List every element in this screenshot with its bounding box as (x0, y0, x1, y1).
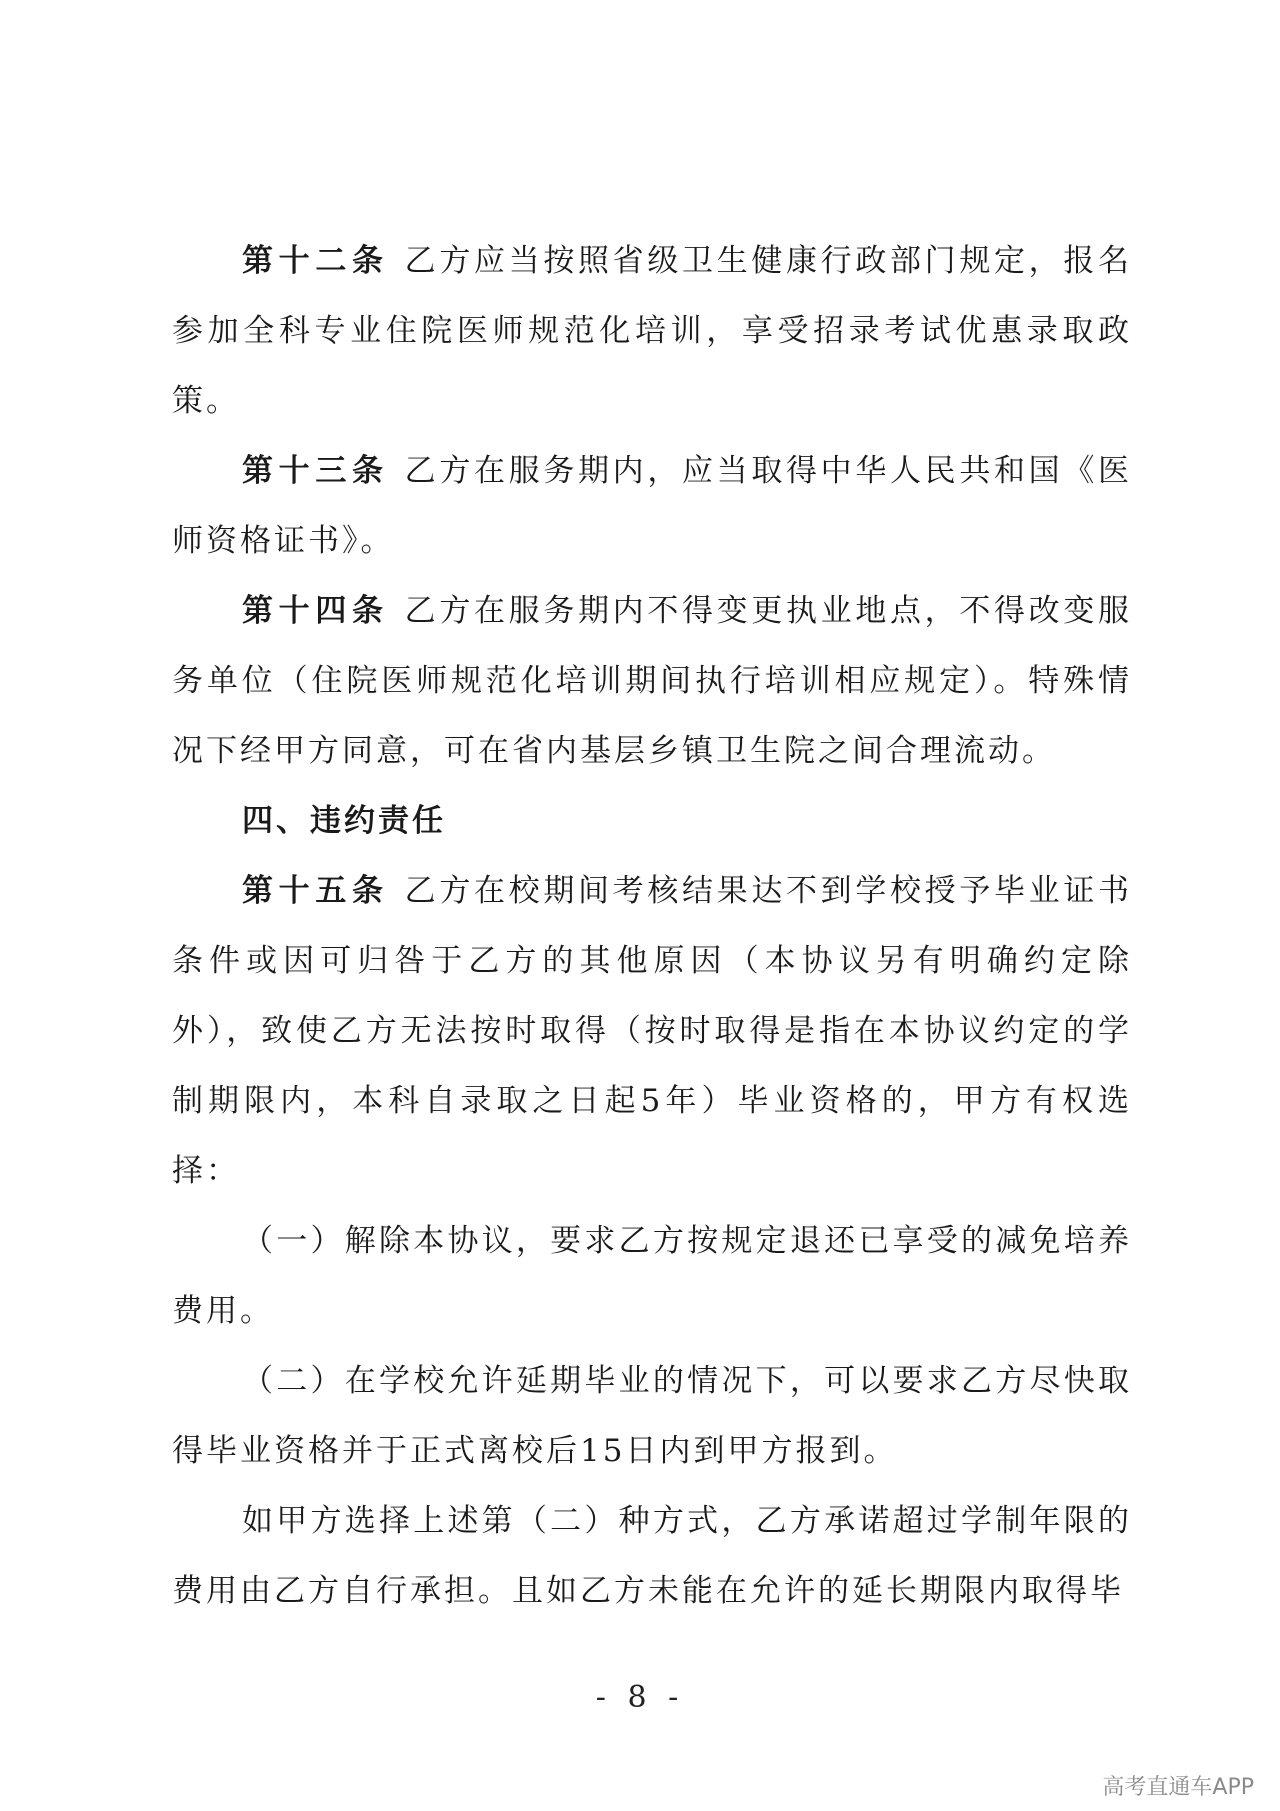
page-number: - 8 - (595, 1680, 685, 1715)
article-15-paragraph (172, 856, 1132, 1206)
option-1-paragraph: （一）解除本协议，要求乙方按规定退还已享受的减免培养费用。 (172, 1223, 1132, 1329)
article-12-text: 乙方应当按照省级卫生健康行政部门规定，报名参加全科专业住院医师规范化培训，享受招录考试优惠录取政策。 (172, 243, 1133, 419)
article-14-label: 第十四条 (242, 593, 389, 629)
article-13-label: 第十三条 (242, 453, 389, 489)
document-body (172, 226, 1132, 1626)
section-4-heading: 四、违约责任 (242, 803, 446, 839)
article-13-paragraph (172, 436, 1132, 576)
article-12-paragraph (172, 226, 1132, 436)
note-paragraph: 如甲方选择上述第（二）种方式，乙方承诺超过学制年限的费用由乙方自行承担。且如乙方未能在允许的延长期限内取得毕 (172, 1503, 1132, 1609)
article-14-text: 乙方在服务期内不得变更执业地点，不得改变服务单位（住院医师规范化培训期间执行培训相应规定）。特殊情况下经甲方同意，可在省内基层乡镇卫生院之间合理流动。 (172, 593, 1133, 769)
article-12-label: 第十二条 (242, 243, 389, 279)
article-15-label: 第十五条 (242, 873, 389, 909)
watermark-text: 高考直通车APP (1102, 1775, 1254, 1800)
article-14-paragraph (172, 576, 1132, 786)
article-15-text: 乙方在校期间考核结果达不到学校授予毕业证书条件或因可归咎于乙方的其他原因（本协议另有明确约定除外），致使乙方无法按时取得（按时取得是指在本协议约定的学制期限内，本科自录取之日起5年）毕业资格的，甲方有权选择： (172, 873, 1133, 1189)
option-2-paragraph: （二）在学校允许延期毕业的情况下，可以要求乙方尽快取得毕业资格并于正式离校后15日内到甲方报到。 (172, 1363, 1132, 1469)
article-13-text: 乙方在服务期内，应当取得中华人民共和国《医师资格证书》。 (172, 453, 1133, 559)
